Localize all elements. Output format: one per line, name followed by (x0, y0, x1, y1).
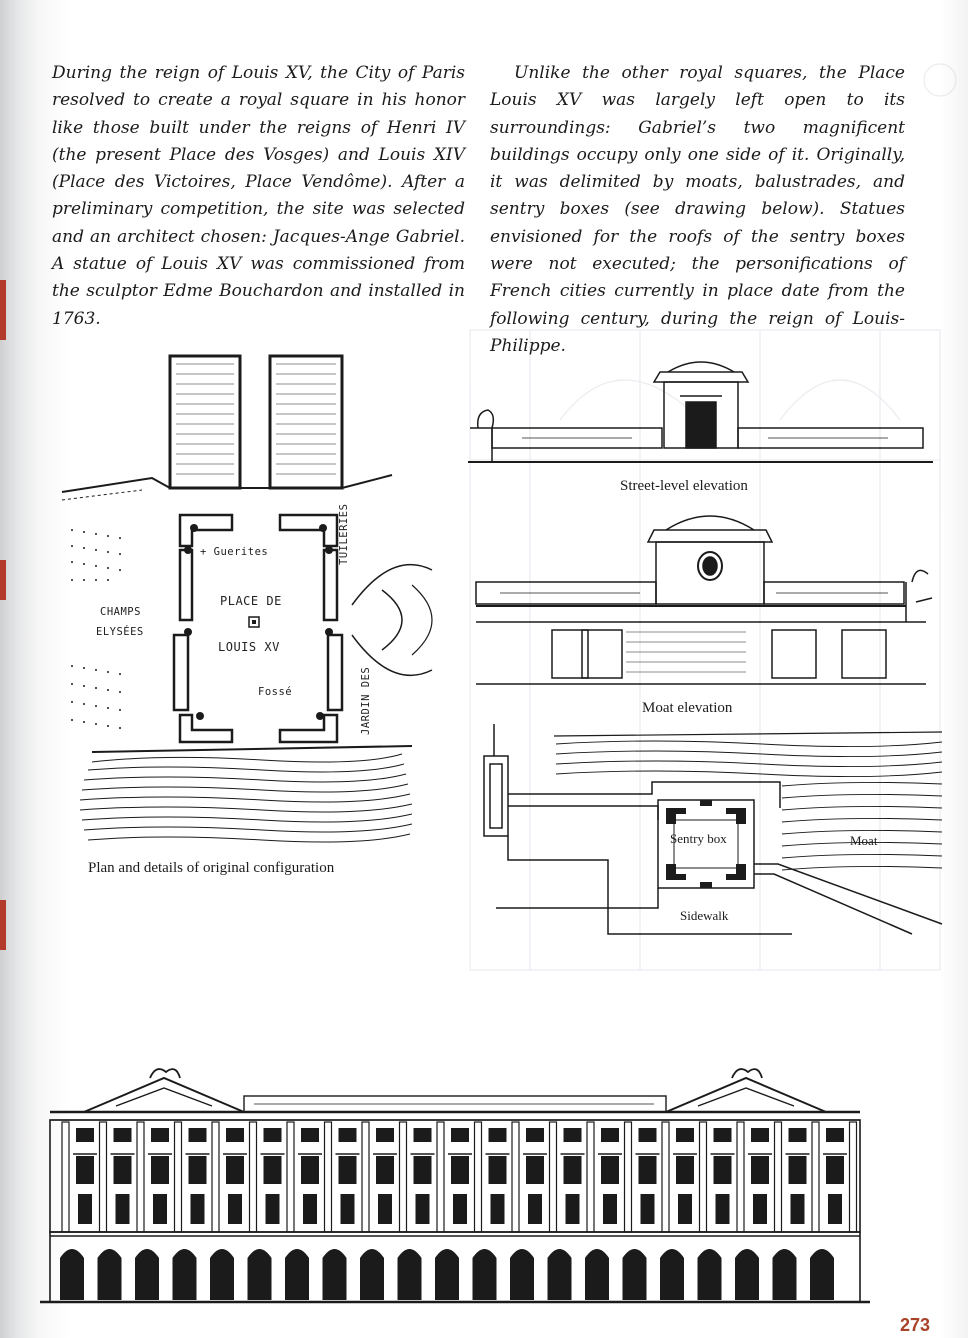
facade-window-lower (378, 1194, 392, 1224)
facade-window-attic (789, 1128, 807, 1142)
facade-arch (660, 1249, 684, 1300)
facade-window-lower (266, 1194, 280, 1224)
facade-arch (248, 1249, 272, 1300)
plan-moat-nw (180, 515, 232, 546)
caption-plan: Plan and details of original configuration (88, 860, 335, 876)
facade-window-lower (566, 1194, 580, 1224)
gutter-mark (0, 280, 6, 340)
facade-column (700, 1122, 707, 1232)
label-place-de: PLACE DE (220, 594, 282, 608)
plan-moat-e2 (328, 635, 342, 710)
moat-elevation (476, 502, 936, 692)
left-paragraph-text: During the reign of Louis XV, the City of Paris resolved to create a royal square in his honor like those built under the reigns of Henri IV (the present Place des Vosges) and Louis XIV (Place des Victoires, Place Vendôme). After a preliminary competition, the site was selected and an architect chosen: Jacques-Ange Gabriel. A statue of Louis XV was commissioned from the sculptor Edme Bouchardon and installed in 1763. (52, 63, 465, 329)
facade-window-attic (264, 1128, 282, 1142)
facade-column (475, 1122, 482, 1232)
facade-window-attic (76, 1128, 94, 1142)
facade-arch (173, 1249, 197, 1300)
facade-window-upper (601, 1156, 619, 1184)
facade-column (662, 1122, 669, 1232)
label-fosse: Fossé (258, 686, 293, 698)
facade-column (550, 1122, 557, 1232)
facade-window-attic (151, 1128, 169, 1142)
facade-column (250, 1122, 257, 1232)
facade-window-lower (641, 1194, 655, 1224)
facade-arch (435, 1249, 459, 1300)
facade-window-attic (451, 1128, 469, 1142)
plan-moat-w1 (180, 550, 192, 620)
gutter-mark (0, 900, 6, 950)
facade-window-lower (228, 1194, 242, 1224)
plan-moat-w2 (174, 635, 188, 710)
facade-column (737, 1122, 744, 1232)
facade-window-upper (639, 1156, 657, 1184)
label-louis-xv: LOUIS XV (218, 640, 280, 654)
page-number: 273 (899, 1315, 930, 1335)
facade-column (850, 1122, 857, 1232)
facade-window-lower (416, 1194, 430, 1224)
facade-window-lower (828, 1194, 842, 1224)
facade-window-attic (676, 1128, 694, 1142)
street-level-elevation (468, 352, 938, 462)
facade-window-lower (678, 1194, 692, 1224)
right-paragraph-text: Unlike the other royal squares, the Place Louis XV was largely left open to its surroundings: Gabriel’s two magnificent buildings occupy only one side of it. Originally, it was delimited by moats, balustrades, and sentry boxes (see drawing below). Statues envisioned for the roofs of the sentry boxes were not executed; the personifications of French cities currently in place date from the following century, during the reign of Louis-Philippe. (490, 63, 905, 356)
label-jardin-des: JARDIN DES (360, 666, 372, 735)
facade-window-lower (716, 1194, 730, 1224)
facade-window-attic (601, 1128, 619, 1142)
facade-window-upper (339, 1156, 357, 1184)
facade-window-attic (189, 1128, 207, 1142)
facade-window-lower (491, 1194, 505, 1224)
facade-column (437, 1122, 444, 1232)
facade-arch (98, 1249, 122, 1300)
facade-arch (810, 1249, 834, 1300)
facade-window-attic (376, 1128, 394, 1142)
facade-arch (323, 1249, 347, 1300)
facade-column (287, 1122, 294, 1232)
facade-window-lower (753, 1194, 767, 1224)
facade-window-attic (301, 1128, 319, 1142)
facade-window-upper (151, 1156, 169, 1184)
facade-arch (548, 1249, 572, 1300)
facade-window-attic (751, 1128, 769, 1142)
facade-window-lower (791, 1194, 805, 1224)
facade-window-upper (414, 1156, 432, 1184)
facade-arch (210, 1249, 234, 1300)
facade-window-attic (526, 1128, 544, 1142)
label-elysees: ELYSÉES (96, 626, 144, 638)
facade-window-attic (564, 1128, 582, 1142)
right-paragraph (490, 60, 905, 360)
plan-moat-se (280, 715, 337, 742)
plan-building-left (170, 356, 240, 488)
building-facade-elevation (40, 1022, 940, 1312)
label-champs: CHAMPS (100, 606, 141, 618)
facade-window-upper (789, 1156, 807, 1184)
facade-window-attic (114, 1128, 132, 1142)
plan-moat-ne (280, 515, 337, 546)
facade-window-upper (264, 1156, 282, 1184)
facade-window-lower (603, 1194, 617, 1224)
facade-arch (698, 1249, 722, 1300)
facade-window-lower (116, 1194, 130, 1224)
facade-window-upper (526, 1156, 544, 1184)
facade-window-lower (78, 1194, 92, 1224)
facade-arch (398, 1249, 422, 1300)
facade-column (587, 1122, 594, 1232)
facade-window-upper (226, 1156, 244, 1184)
facade-column (212, 1122, 219, 1232)
caption-moat-elevation: Moat elevation (642, 700, 733, 716)
gutter-mark (0, 560, 6, 600)
label-guerites: + Guerites (200, 546, 269, 558)
facade-column (325, 1122, 332, 1232)
facade-column (775, 1122, 782, 1232)
facade-arch (773, 1249, 797, 1300)
facade-column (400, 1122, 407, 1232)
label-sentry-box: Sentry box (670, 831, 727, 846)
facade-window-lower (528, 1194, 542, 1224)
facade-window-upper (751, 1156, 769, 1184)
facade-window-attic (639, 1128, 657, 1142)
label-sidewalk: Sidewalk (680, 908, 729, 923)
facade-window-lower (303, 1194, 317, 1224)
label-moat: Moat (850, 833, 878, 848)
facade-window-upper (826, 1156, 844, 1184)
facade-column (812, 1122, 819, 1232)
facade-window-upper (189, 1156, 207, 1184)
facade-window-upper (489, 1156, 507, 1184)
facade-window-attic (414, 1128, 432, 1142)
facade-window-lower (341, 1194, 355, 1224)
facade-column (100, 1122, 107, 1232)
facade-window-attic (226, 1128, 244, 1142)
left-paragraph (52, 60, 465, 333)
facade-window-upper (564, 1156, 582, 1184)
facade-column (175, 1122, 182, 1232)
facade-window-attic (339, 1128, 357, 1142)
facade-window-upper (714, 1156, 732, 1184)
facade-column (512, 1122, 519, 1232)
facade-window-attic (489, 1128, 507, 1142)
facade-window-upper (76, 1156, 94, 1184)
facade-arch (510, 1249, 534, 1300)
facade-column (137, 1122, 144, 1232)
facade-window-upper (114, 1156, 132, 1184)
facade-arch (735, 1249, 759, 1300)
facade-window-upper (376, 1156, 394, 1184)
facade-window-attic (714, 1128, 732, 1142)
facade-column (62, 1122, 69, 1232)
facade-window-lower (191, 1194, 205, 1224)
plan-building-right (270, 356, 342, 488)
facade-arches (60, 1249, 834, 1300)
facade-windows (73, 1128, 847, 1224)
facade-column (362, 1122, 369, 1232)
label-tuileries: TUILERIES (338, 503, 350, 565)
plan-moat-e1 (324, 550, 337, 620)
facade-window-upper (301, 1156, 319, 1184)
facade-window-upper (676, 1156, 694, 1184)
facade-column (625, 1122, 632, 1232)
caption-street-level: Street-level elevation (620, 478, 748, 494)
facade-arch (60, 1249, 84, 1300)
facade-window-lower (153, 1194, 167, 1224)
facade-arch (623, 1249, 647, 1300)
facade-window-lower (453, 1194, 467, 1224)
facade-arch (135, 1249, 159, 1300)
facade-window-attic (826, 1128, 844, 1142)
plan-moat-sw (180, 715, 232, 742)
facade-window-upper (451, 1156, 469, 1184)
facade-arch (285, 1249, 309, 1300)
facade-arch (473, 1249, 497, 1300)
facade-arch (360, 1249, 384, 1300)
facade-arch (585, 1249, 609, 1300)
